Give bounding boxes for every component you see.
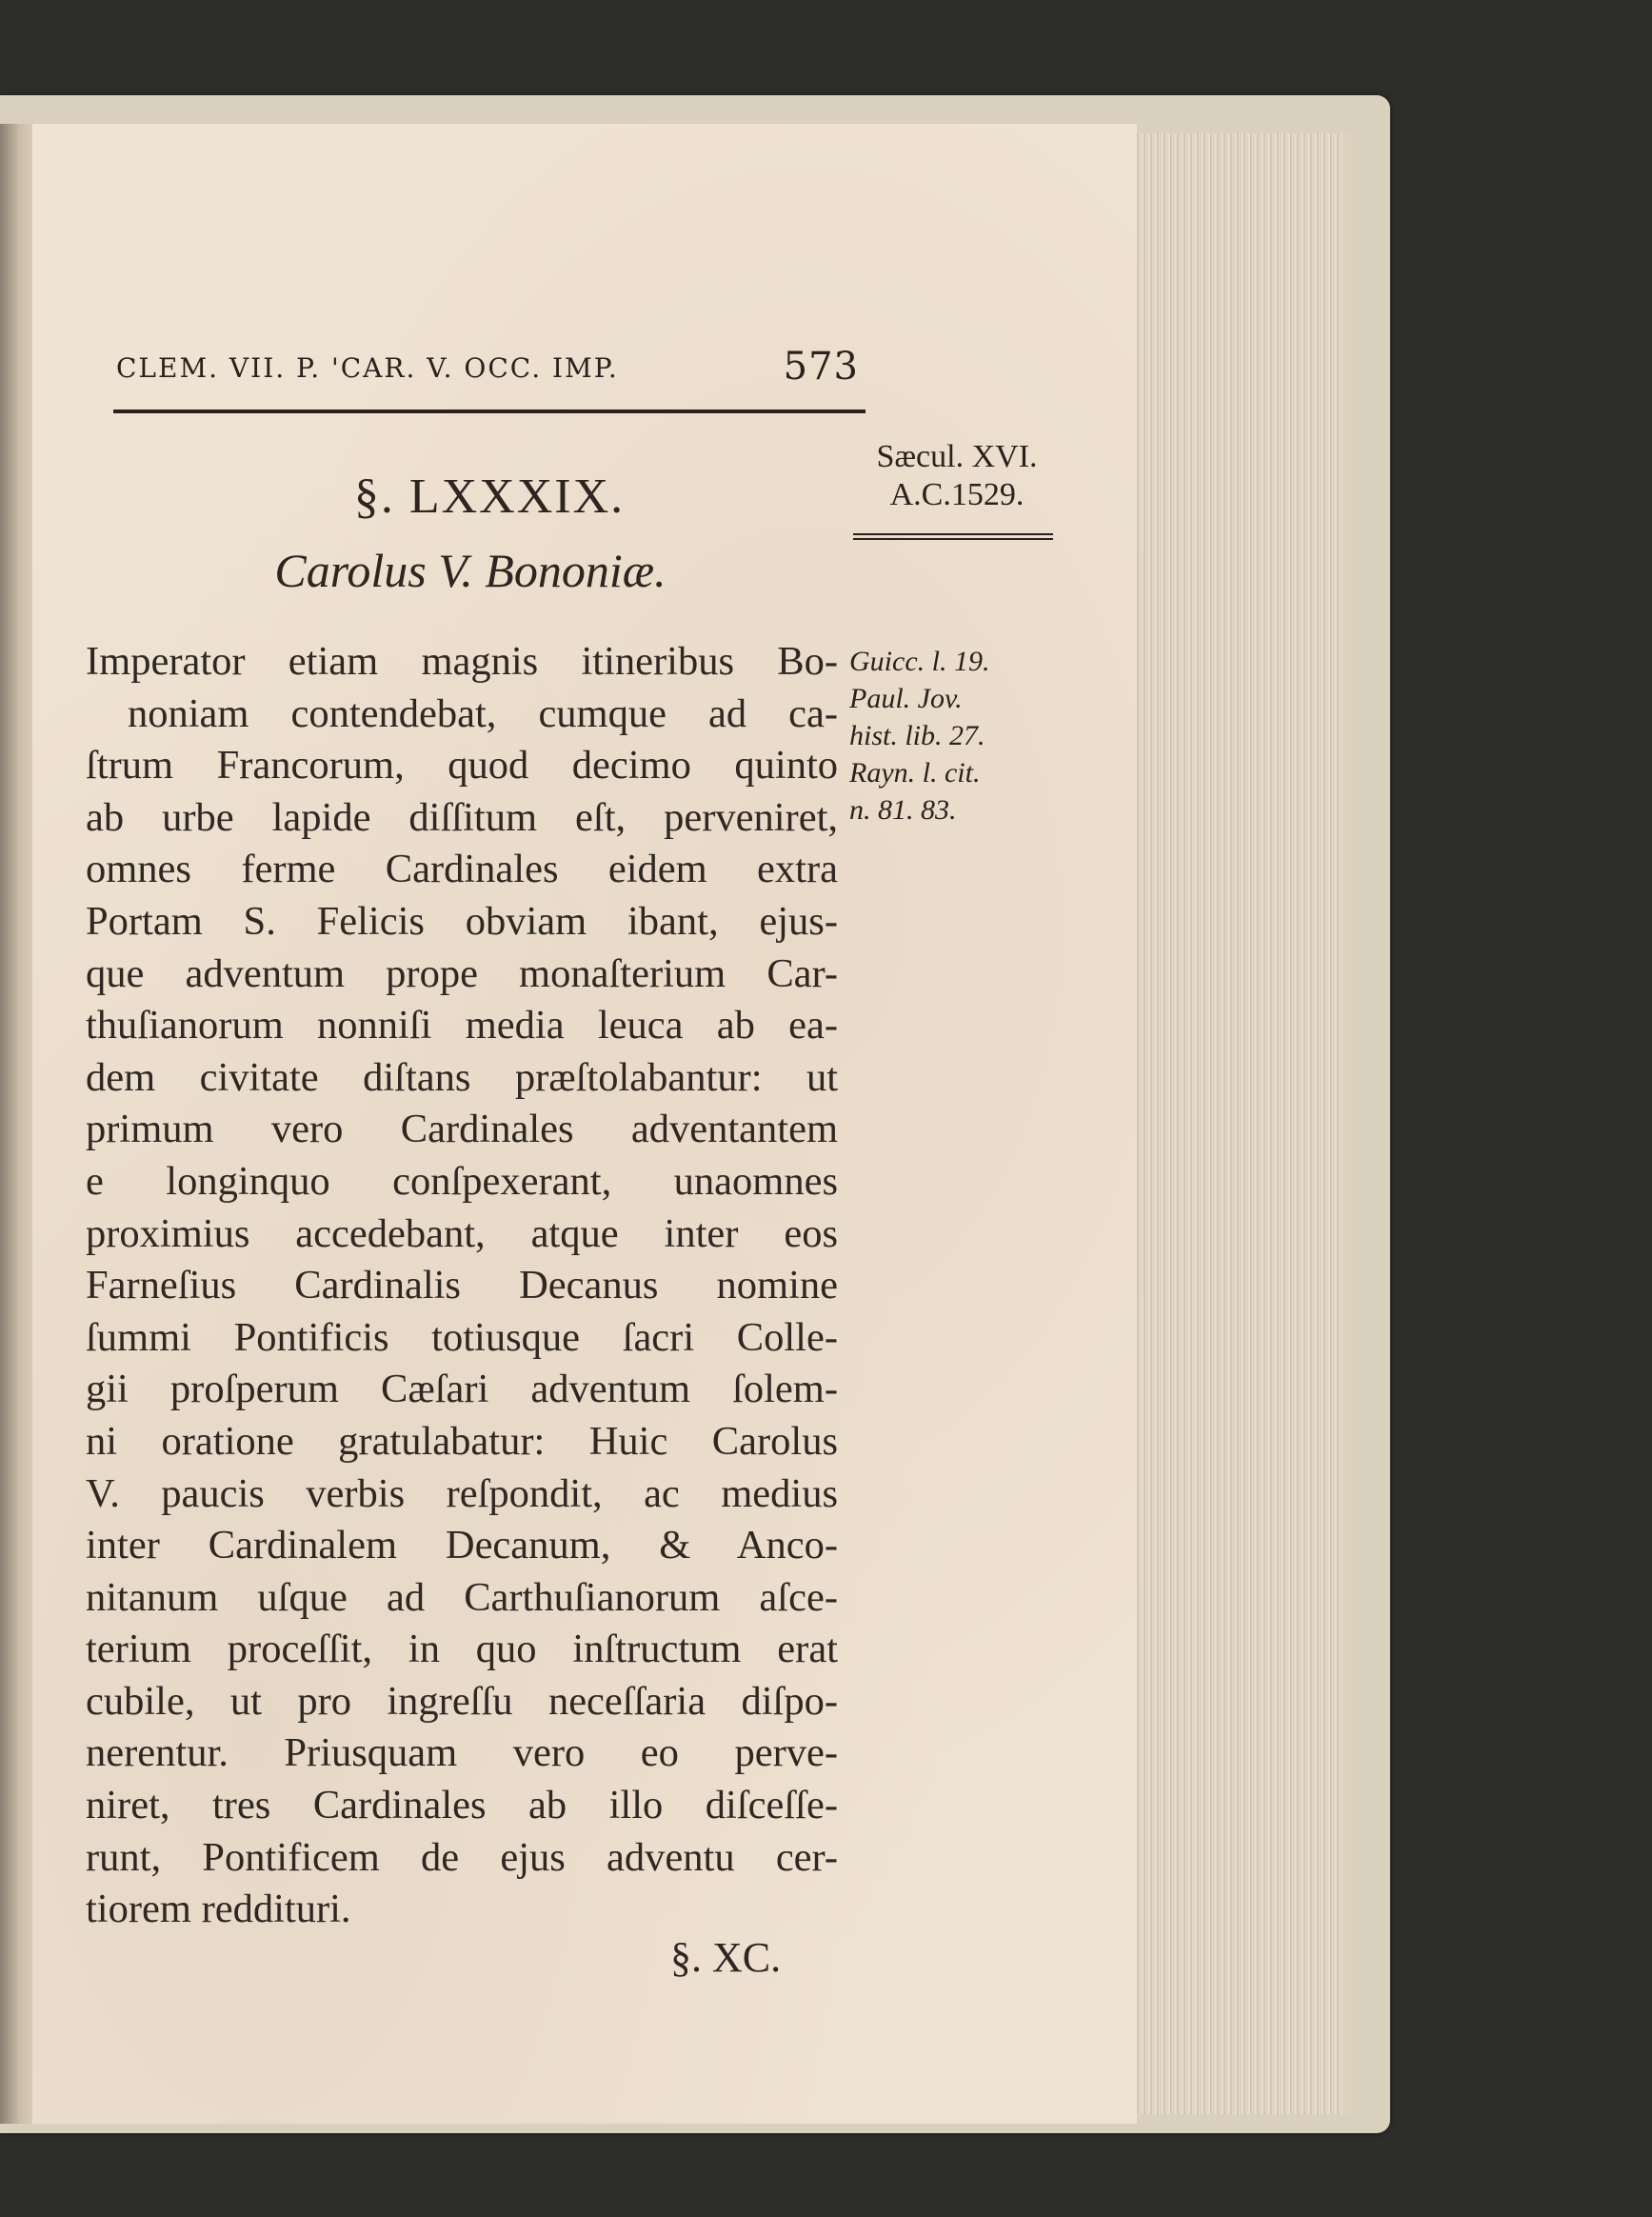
previous-pages-edge bbox=[0, 124, 32, 2124]
text-line: ab urbe lapide diſſitum eſt, perveniret, bbox=[86, 794, 838, 840]
body-text bbox=[86, 636, 838, 1936]
text-line: noniam contendebat, cumque ad ca- bbox=[128, 690, 838, 736]
text-line: que adventum prope monaſterium Car- bbox=[86, 950, 838, 996]
margin-references bbox=[849, 643, 1068, 829]
margin-reference: n. 81. 83. bbox=[849, 794, 957, 826]
text-line: Imperator etiam magnis itineribus Bo- bbox=[86, 639, 838, 684]
margin-rule bbox=[853, 533, 1053, 540]
text-line: inter Cardinalem Decanum, & Anco- bbox=[86, 1523, 838, 1568]
text-line: terium proceſſit, in quo inſtructum erat bbox=[86, 1627, 838, 1672]
page-number: 573 bbox=[783, 345, 859, 389]
text-line: thuſianorum nonniſi media leuca ab ea- bbox=[86, 1003, 838, 1049]
text-line: Portam S. Felicis obviam ibant, ejus- bbox=[86, 898, 838, 944]
text-line: runt, Pontificem de ejus adventu cer- bbox=[86, 1834, 838, 1880]
page-edges bbox=[1114, 133, 1352, 2114]
text-line: Farneſius Cardinalis Decanus nomine bbox=[86, 1263, 838, 1308]
text-line: niret, tres Cardinales ab illo diſceſſe- bbox=[86, 1783, 838, 1828]
text-line: nitanum uſque ad Carthuſianorum aſce- bbox=[86, 1574, 838, 1620]
text-line: ni oratione gratulabatur: Huic Carolus bbox=[86, 1418, 838, 1464]
header-rule bbox=[113, 409, 866, 413]
section-title: Carolus V. Bononiæ. bbox=[274, 544, 667, 597]
text-line: cubile, ut pro ingreſſu neceſſaria diſpo- bbox=[86, 1678, 838, 1724]
text-line: primum vero Cardinales adventantem bbox=[86, 1107, 838, 1152]
margin-reference: Guicc. l. 19. bbox=[849, 646, 990, 677]
running-head-text: CLEM. VII. P. 'CAR. V. OCC. IMP. bbox=[116, 352, 619, 384]
text-line: V. paucis verbis reſpondit, ac medius bbox=[86, 1470, 838, 1516]
text-line: ſtrum Francorum, quod decimo quinto bbox=[86, 743, 838, 789]
running-head bbox=[116, 345, 859, 389]
text-line: dem civitate diſtans præſtolabantur: ut bbox=[86, 1054, 838, 1100]
text-line: nerentur. Priusquam vero eo perve- bbox=[86, 1730, 838, 1776]
text-line: tiorem redditurі. bbox=[86, 1887, 351, 1932]
text-line: e longinquo conſpexerant, unaomnes bbox=[86, 1158, 838, 1204]
book-page bbox=[32, 124, 1137, 2124]
section-number: §. LXXXIX. bbox=[353, 469, 626, 524]
margin-year: A.C.1529. bbox=[889, 477, 1025, 512]
margin-century: Sæcul. XVI. bbox=[876, 439, 1038, 474]
margin-reference: hist. lib. 27. bbox=[849, 720, 985, 751]
margin-reference: Rayn. l. cit. bbox=[849, 757, 981, 789]
text-line: proximius accedebant, atque inter eos bbox=[86, 1210, 838, 1256]
text-line: ſummi Pontificis totiusque ſacri Colle- bbox=[86, 1314, 838, 1360]
text-line: gii proſperum Cæſari adventum ſolem- bbox=[86, 1367, 838, 1412]
margin-date-note bbox=[847, 438, 1066, 514]
catchword: §. XC. bbox=[670, 1934, 782, 1981]
margin-reference: Paul. Jov. bbox=[849, 683, 963, 714]
text-line: omnes ferme Cardinales eidem extra bbox=[86, 847, 838, 892]
